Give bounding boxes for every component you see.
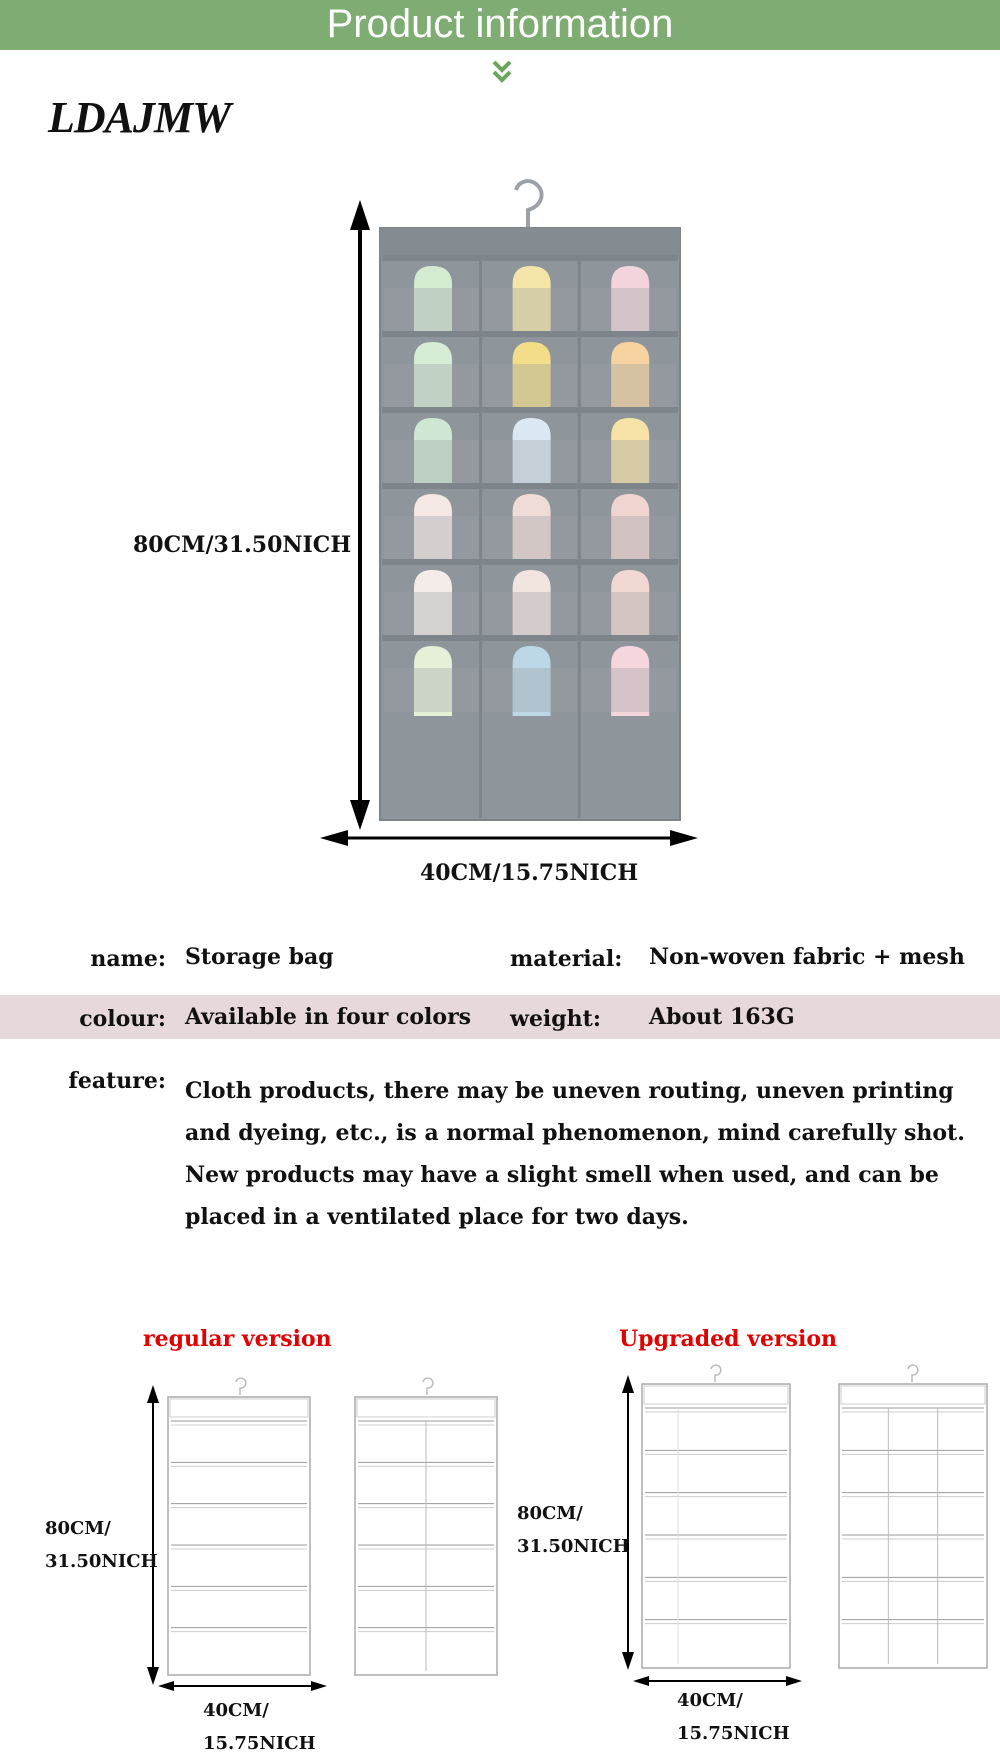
upgraded-height-label: [517, 1497, 630, 1563]
upgraded-version-diagram: [615, 1360, 1000, 1695]
pocket-seam: [382, 635, 678, 641]
regular-width-line: 15.75NICH: [203, 1733, 316, 1754]
mesh-pocket: [581, 516, 676, 560]
colour-value: Available in four colors: [185, 1004, 472, 1030]
bag-outline: [839, 1384, 987, 1668]
mesh-pocket: [581, 668, 676, 712]
feature-line: and dyeing, etc., is a normal phenomenon, mind carefully shot.: [185, 1120, 965, 1146]
upgraded-height-line: 80CM/: [517, 1503, 583, 1524]
mesh-pocket: [384, 440, 479, 484]
mesh-pocket: [581, 440, 676, 484]
mesh-pocket: [483, 516, 578, 560]
bag-outline: [168, 1397, 310, 1675]
regular-version-diagram: [140, 1375, 520, 1705]
pocket-seam: [382, 407, 678, 413]
name-value: Storage bag: [185, 944, 334, 970]
mesh-pocket: [384, 364, 479, 408]
feature-line: Cloth products, there may be uneven routing, uneven printing: [185, 1078, 954, 1104]
regular-width-label: [203, 1694, 316, 1760]
upgraded-height-line: 31.50NICH: [517, 1536, 630, 1557]
regular-version-title: regular version: [143, 1326, 332, 1352]
double-chevron-down-icon: [490, 58, 514, 88]
pocket-seam: [382, 483, 678, 489]
pocket-seam: [382, 331, 678, 337]
mesh-pocket: [384, 668, 479, 712]
mesh-pocket: [384, 592, 479, 636]
colour-label: colour:: [79, 1006, 166, 1032]
upgraded-width-line: 40CM/: [677, 1690, 743, 1711]
banner-title: Product information: [0, 0, 1000, 50]
name-label: name:: [90, 946, 166, 972]
pocket-seam: [382, 559, 678, 565]
upgraded-version-title: Upgraded version: [619, 1326, 838, 1352]
regular-height-label: [45, 1512, 158, 1578]
weight-label: weight:: [510, 1006, 601, 1032]
weight-value: About 163G: [649, 1004, 795, 1030]
feature-label: feature:: [68, 1068, 166, 1094]
feature-line: placed in a ventilated place for two days.: [185, 1204, 689, 1230]
upgraded-width-label: [677, 1684, 790, 1750]
regular-height-line: 31.50NICH: [45, 1551, 158, 1572]
mesh-pocket: [384, 288, 479, 332]
mesh-pocket: [483, 364, 578, 408]
mesh-pocket: [581, 364, 676, 408]
mesh-pocket: [483, 668, 578, 712]
mesh-pocket: [581, 592, 676, 636]
feature-line: New products may have a slight smell when used, and can be: [185, 1162, 939, 1188]
material-label: material:: [510, 946, 623, 972]
mesh-pocket: [483, 592, 578, 636]
bag-outline: [642, 1384, 790, 1668]
material-value: Non-woven fabric + mesh: [649, 944, 965, 970]
regular-height-line: 80CM/: [45, 1518, 111, 1539]
feature-text: [185, 1070, 985, 1238]
mesh-pocket: [581, 288, 676, 332]
upgraded-width-line: 15.75NICH: [677, 1723, 790, 1744]
mesh-pocket: [483, 440, 578, 484]
pocket-seam: [382, 255, 678, 261]
regular-width-line: 40CM/: [203, 1700, 269, 1721]
mesh-pocket: [483, 288, 578, 332]
product-image: [320, 170, 720, 880]
height-dimension-label: 80CM/31.50NICH: [133, 532, 352, 558]
mesh-pocket: [384, 516, 479, 560]
brand-logo: LDAJMW: [48, 93, 231, 142]
width-dimension-label: 40CM/15.75NICH: [420, 860, 639, 886]
